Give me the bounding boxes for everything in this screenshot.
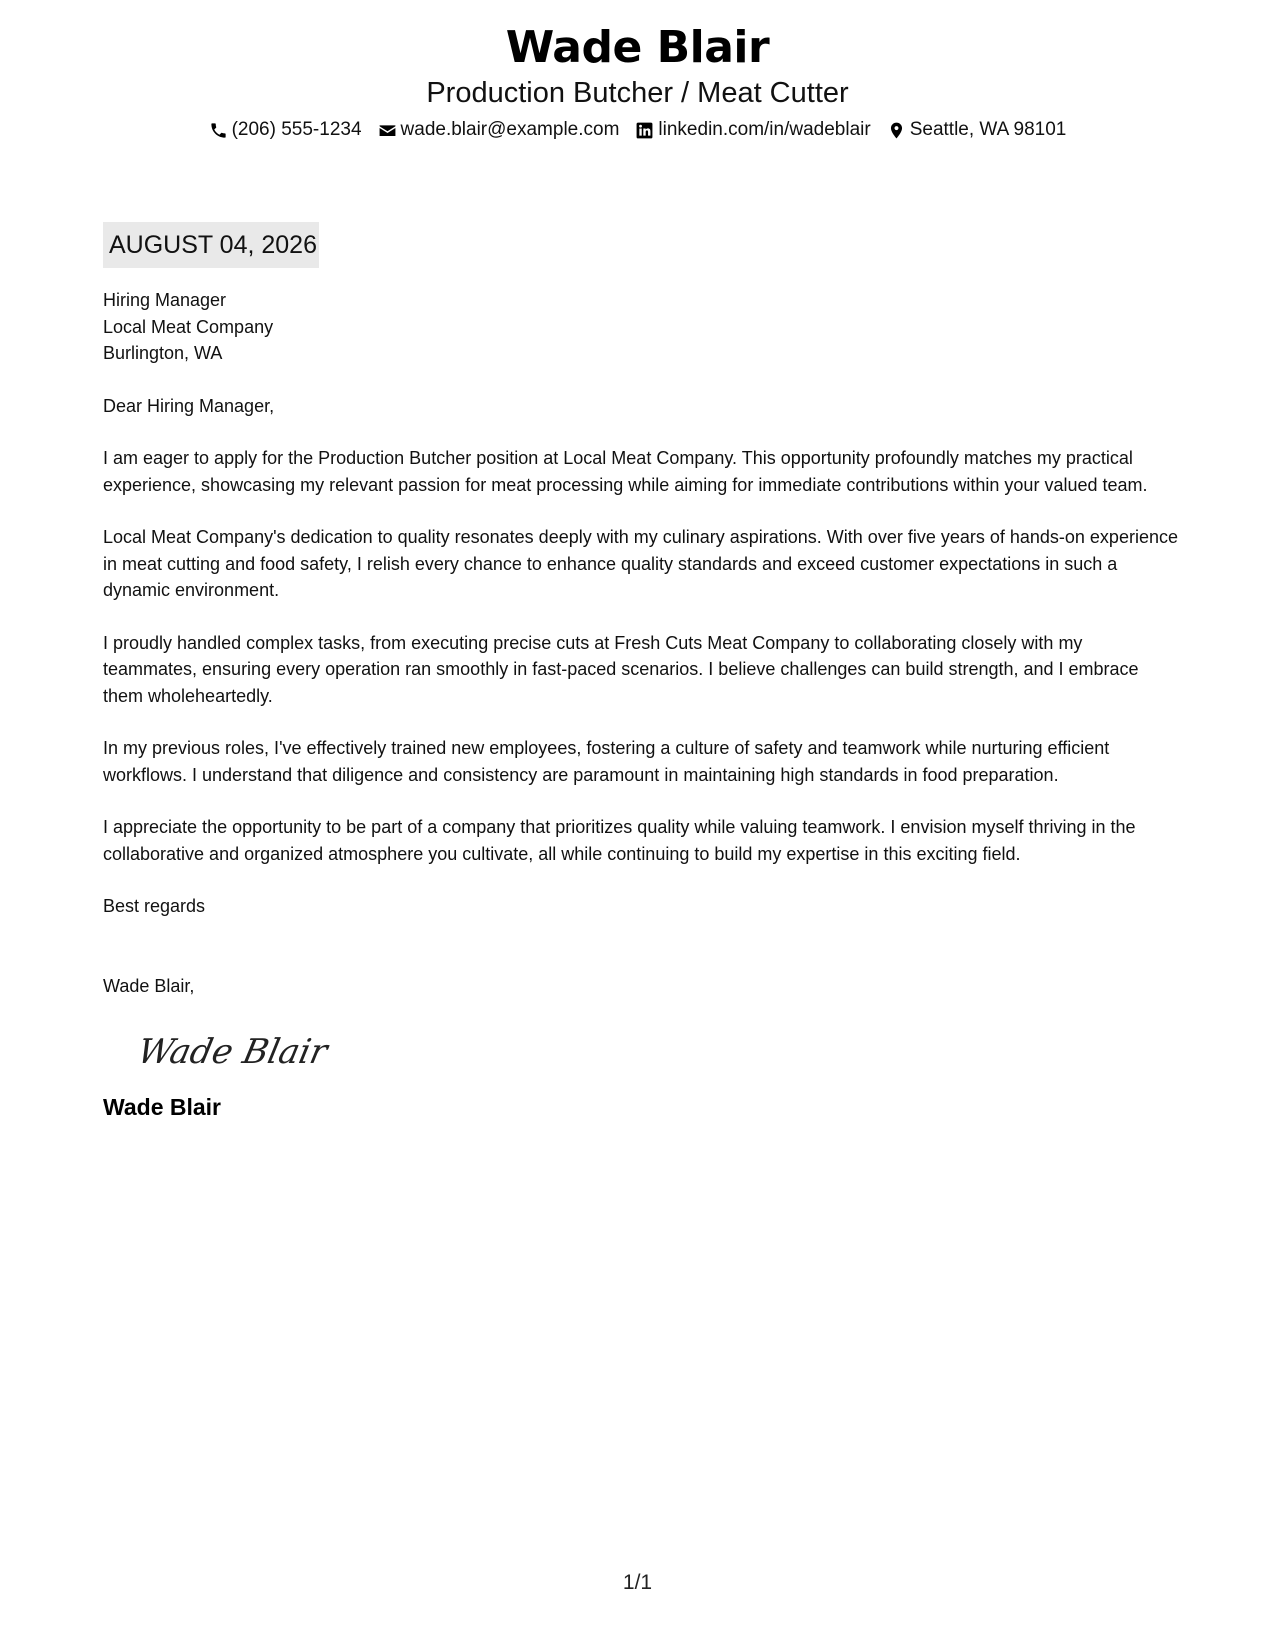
body-paragraph: I appreciate the opportunity to be part of a company that prioritizes quality while valuing teamwork. I envision myself thriving in the collaborative and organized atmosphere you cultivate, all while continuing to build my expertise in this exciting field. bbox=[103, 817, 1136, 864]
location-text: Seattle, WA 98101 bbox=[909, 119, 1067, 140]
recipient-company: Local Meat Company bbox=[103, 316, 274, 337]
body-paragraph: In my previous roles, I've effectively trained new employees, fostering a culture of safety and teamwork while nurturing efficient workflows. I understand that diligence and consistency are paramount in maintaining high standards in food preparation. bbox=[103, 738, 1110, 785]
contact-phone bbox=[209, 117, 362, 143]
email-address: wade.blair@example.com bbox=[400, 119, 620, 140]
contact-info-row bbox=[0, 117, 1275, 143]
phone-icon bbox=[209, 121, 228, 140]
letter-header bbox=[0, 20, 1275, 143]
handwritten-signature bbox=[133, 1021, 343, 1081]
contact-linkedin bbox=[635, 117, 870, 143]
contact-location bbox=[887, 117, 1067, 143]
body-paragraph: I proudly handled complex tasks, from executing precise cuts at Fresh Cuts Meat Company to collaborating closely with my teammates, ensuring every operation ran smoothly in fast-paced scenarios. I believe challenges can build strength, and I embrace them wholeheartedly. bbox=[103, 632, 1139, 706]
closing: Best regards bbox=[103, 896, 206, 916]
recipient-location: Burlington, WA bbox=[103, 343, 223, 363]
job-title: Production Butcher / Meat Cutter bbox=[426, 77, 849, 109]
signature-text: Wade Blair bbox=[134, 1032, 331, 1072]
salutation: Dear Hiring Manager, bbox=[103, 395, 275, 416]
map-pin-icon bbox=[887, 121, 906, 140]
closing-name: Wade Blair, bbox=[103, 975, 195, 996]
contact-email bbox=[378, 117, 620, 143]
applicant-name: Wade Blair bbox=[505, 22, 770, 73]
linkedin-icon bbox=[635, 121, 654, 140]
linkedin-url: linkedin.com/in/wadeblair bbox=[658, 119, 871, 140]
recipient-title: Hiring Manager bbox=[103, 290, 227, 310]
envelope-icon bbox=[378, 121, 397, 140]
letter-body bbox=[103, 287, 1178, 1122]
phone-number: (206) 555-1234 bbox=[231, 119, 362, 140]
letter-date: AUGUST 04, 2026 bbox=[103, 222, 319, 268]
body-paragraph: I am eager to apply for the Production Butcher position at Local Meat Company. This opportunity profoundly matches my practical experience, showcasing my relevant passion for meat processing while aiming for immediate contributions within your valued team. bbox=[103, 448, 1148, 495]
body-paragraph: Local Meat Company's dedication to quality resonates deeply with my culinary aspirations. With over five years of hands-on experience in meat cutting and food safety, I relish every chance to enhance quality standards and exceed customer expectations in such a dynamic environment. bbox=[103, 527, 1178, 600]
page-indicator: 1/1 bbox=[622, 1571, 653, 1594]
signed-name: Wade Blair bbox=[103, 1094, 222, 1120]
recipient-block bbox=[103, 287, 1178, 367]
